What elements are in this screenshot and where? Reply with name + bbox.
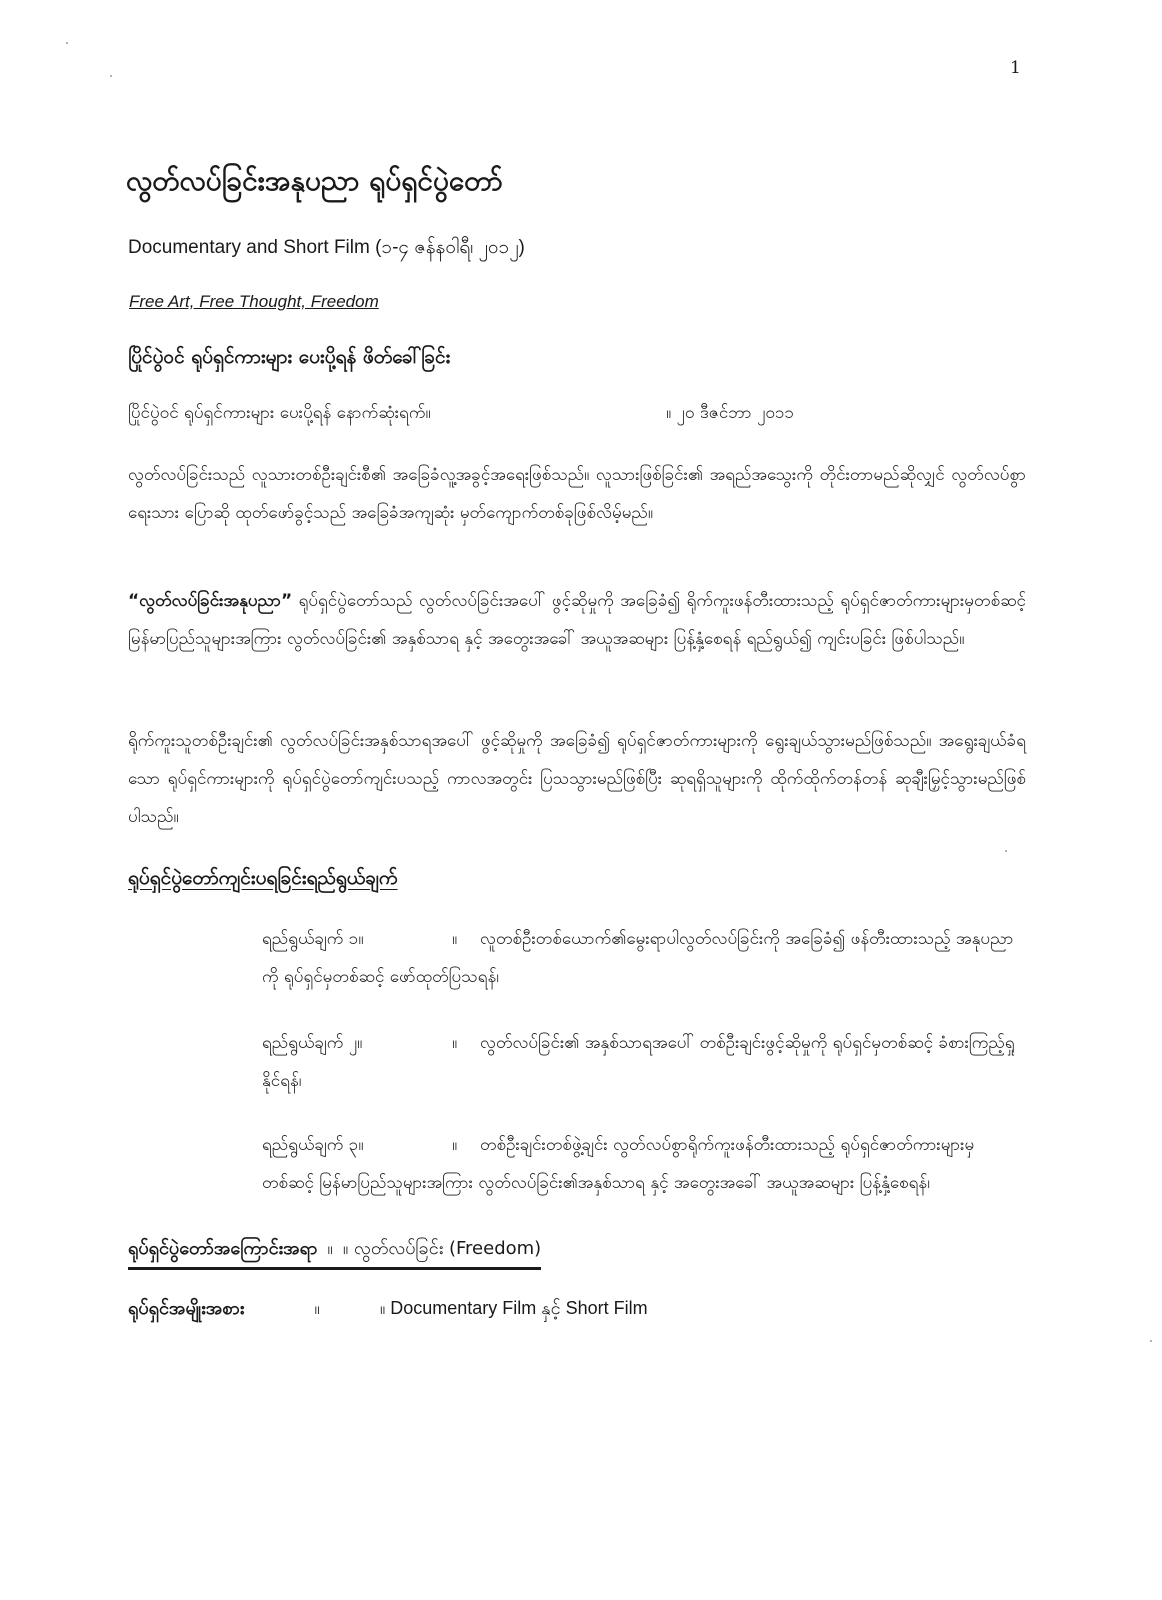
scan-speck bbox=[1150, 1340, 1152, 1342]
festival-name-bold: “လွတ်လပ်ခြင်းအနုပညာ” bbox=[128, 591, 293, 611]
page-number: 1 bbox=[1010, 58, 1021, 78]
objective-separator: ။ bbox=[452, 1135, 458, 1155]
festival-theme-row bbox=[128, 1236, 541, 1270]
objective-item bbox=[262, 1024, 1026, 1100]
theme-value: ။ လွတ်လပ်ခြင်း (Freedom) bbox=[342, 1238, 542, 1259]
theme-label: ရုပ်ရှင်ပွဲတော်အကြောင်းအရာ bbox=[128, 1238, 318, 1259]
festival-purpose-paragraph bbox=[128, 582, 1026, 658]
film-type-label: ရုပ်ရှင်အမျိုးအစား bbox=[128, 1298, 245, 1319]
objective-text: လွတ်လပ်ခြင်း၏ အနှစ်သာရအပေါ် တစ်ဦးချင်းဖွင့်ဆိုမှုကို ရုပ်ရှင်မှတစ်ဆင့် ခံစားကြည့်ရှုနိုင်ရန်၊ bbox=[262, 1033, 1015, 1091]
document-subtitle: Documentary and Short Film (၁-၄ ဇန်နဝါရီ၊ ၂၀၁၂) bbox=[128, 237, 525, 258]
objective-text: လူတစ်ဦးတစ်ယောက်၏မွေးရာပါလွတ်လပ်ခြင်းကို အခြေခံ၍ ဖန်တီးထားသည့် အနုပညာကို ရုပ်ရှင်မှတစ်ဆင့် ဖော်ထုတ်ပြသရန်၊ bbox=[262, 929, 1014, 987]
objective-item bbox=[262, 1126, 1026, 1202]
objective-separator: ။ bbox=[452, 929, 458, 949]
objectives-heading: ရုပ်ရှင်ပွဲတော်ကျင်းပရခြင်းရည်ရွယ်ချက် bbox=[128, 867, 398, 889]
scan-speck bbox=[110, 75, 112, 77]
objective-separator: ။ bbox=[452, 1033, 458, 1053]
film-type-row bbox=[128, 1296, 656, 1323]
objective-label: ရည်ရွယ်ချက် ၂။ bbox=[262, 1033, 363, 1053]
film-type-separator: ။ bbox=[314, 1298, 320, 1319]
deadline-date: ။ ၂၀ ဒီဇင်ဘာ ၂၀၁၁ bbox=[666, 403, 795, 423]
objective-text: တစ်ဦးချင်းတစ်ဖွဲ့ချင်း လွတ်လပ်စွာရိုက်ကူးဖန်တီးထားသည့် ရုပ်ရှင်ဇာတ်ကားများမှတစ်ဆင့် မြန်မာပြည်သူများအကြား လွတ်လပ်ခြင်း၏အနှစ်သာရ နှင့် အတွေးအခေါ် အယူအဆများ ပြန့်နှံ့စေရန်၊ bbox=[262, 1135, 975, 1193]
deadline-label: ပြိုင်ပွဲဝင် ရုပ်ရှင်ကားများ ပေးပို့ရန် နောက်ဆုံးရက်။ bbox=[128, 403, 431, 423]
intro-paragraph: လွတ်လပ်ခြင်းသည် လူသားတစ်ဦးချင်းစီ၏ အခြေခံလူ့အခွင့်အရေးဖြစ်သည်။ လူသားဖြစ်ခြင်း၏ အရည်အသွေးကို တိုင်းတာမည်ဆိုလျှင် လွတ်လပ်စွာ ရေးသား ပြောဆို ထုတ်ဖော်ခွင့်သည် အခြေခံအကျဆုံး မှတ်ကျောက်တစ်ခုဖြစ်လိမ့်မည်။ bbox=[128, 465, 1026, 523]
selection-paragraph: ရိုက်ကူးသူတစ်ဦးချင်း၏ လွတ်လပ်ခြင်းအနှစ်သာရအပေါ် ဖွင့်ဆိုမှုကို အခြေခံ၍ ရုပ်ရှင်ဇာတ်ကားများကို ရွေးချယ်သွားမည်ဖြစ်သည်။ အရွေးချယ်ခံရသော ရုပ်ရှင်ကားများကို ရုပ်ရှင်ပွဲတော်ကျင်းပသည့် ကာလအတွင်း ပြသသွားမည်ဖြစ်ပြီး ဆုရရှိသူများကို ထိုက်ထိုက်တန်တန် ဆုချီးမြှင့်သွားမည်ဖြစ်ပါသည်။ bbox=[128, 731, 1026, 827]
festival-purpose-text: ရုပ်ရှင်ပွဲတော်သည် လွတ်လပ်ခြင်းအပေါ် ဖွင့်ဆိုမှုကို အခြေခံ၍ ရိုက်ကူးဖန်တီးထားသည့် ရုပ်ရှင်ဇာတ်ကားများမှတစ်ဆင့် မြန်မာပြည်သူများအကြား လွတ်လပ်ခြင်း၏ အနှစ်သာရ နှင့် အတွေးအခေါ် အယူအဆများ ပြန့်နှံ့စေရန် ရည်ရွယ်၍ ကျင်းပခြင်း ဖြစ်ပါသည်။ bbox=[128, 591, 1026, 649]
film-type-value: ။ Documentary Film နှင့် Short Film bbox=[379, 1298, 648, 1318]
theme-separator: ။ bbox=[327, 1238, 333, 1259]
objective-label: ရည်ရွယ်ချက် ၃။ bbox=[262, 1135, 364, 1155]
scan-speck bbox=[66, 42, 68, 44]
document-title: လွတ်လပ်ခြင်းအနုပညာ ရုပ်ရှင်ပွဲတော် bbox=[126, 164, 503, 197]
objective-item bbox=[262, 920, 1026, 996]
deadline-row bbox=[128, 402, 868, 427]
call-for-entries-heading: ပြိုင်ပွဲဝင် ရုပ်ရှင်ကားများ ပေးပို့ရန် ဖိတ်ခေါ်ခြင်း bbox=[128, 346, 451, 368]
scan-speck bbox=[1005, 850, 1007, 852]
objective-label: ရည်ရွယ်ချက် ၁။ bbox=[262, 929, 364, 949]
festival-motto: Free Art, Free Thought, Freedom bbox=[129, 292, 379, 311]
